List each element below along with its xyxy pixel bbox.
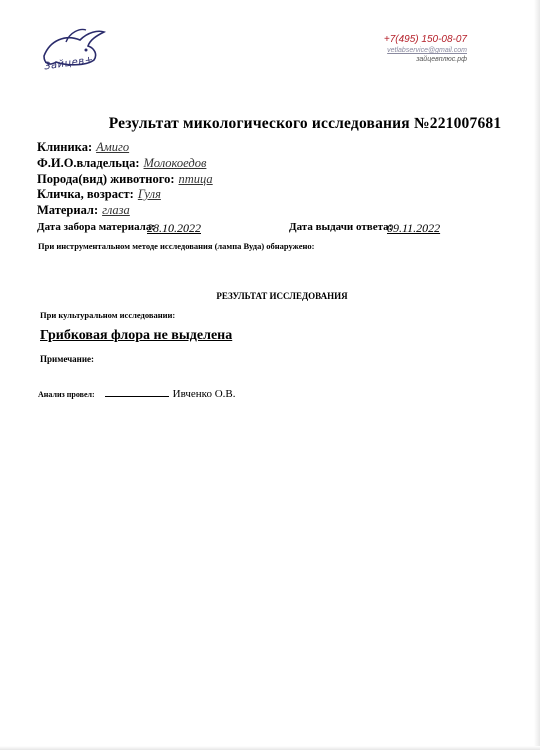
result-text: Грибковая флора не выделена bbox=[40, 328, 233, 343]
logo-hare-icon bbox=[36, 26, 106, 86]
analysis-row bbox=[38, 388, 236, 400]
date-sample-label: Дата забора материала: bbox=[37, 221, 156, 233]
analysis-label: Анализ провел: bbox=[38, 390, 95, 399]
date-issue-value: 09.11.2022 bbox=[387, 221, 441, 235]
email-link[interactable]: vetlabservice@gmail.com bbox=[387, 47, 467, 54]
field-species: Порода(вид) животного: птица bbox=[37, 172, 213, 186]
field-name-age: Кличка, возраст: Гуля bbox=[37, 187, 161, 201]
date-sample-value: 28.10.2022 bbox=[147, 221, 201, 235]
site-text: зайцевплюс.рф bbox=[416, 56, 467, 63]
date-issue-label: Дата выдачи ответа: bbox=[289, 221, 393, 233]
page-shadow-right bbox=[534, 0, 540, 750]
document-title: Результат микологического исследования №221007681 bbox=[108, 115, 502, 132]
analyst-name: Ивченко О.В. bbox=[172, 388, 236, 400]
field-clinic: Клиника: Амиго bbox=[37, 140, 130, 154]
culture-text: При культуральном исследовании: bbox=[40, 310, 176, 320]
signature-line bbox=[105, 396, 169, 397]
field-material: Материал: глаза bbox=[37, 203, 130, 217]
contacts-block bbox=[384, 33, 467, 64]
note-label: Примечание: bbox=[40, 354, 95, 364]
field-owner: Ф.И.О.владельца: Молокоедов bbox=[37, 156, 207, 170]
phone-text: +7(495) 150-08-07 bbox=[383, 34, 467, 45]
instrumental-text: При инструментальном методе исследования (лампа Вуда) обнаружено: bbox=[38, 241, 315, 251]
page-shadow-bottom bbox=[0, 746, 540, 750]
logo-text: Зайцев+ bbox=[43, 54, 95, 73]
result-heading: РЕЗУЛЬТАТ ИССЛЕДОВАНИЯ bbox=[216, 291, 348, 301]
